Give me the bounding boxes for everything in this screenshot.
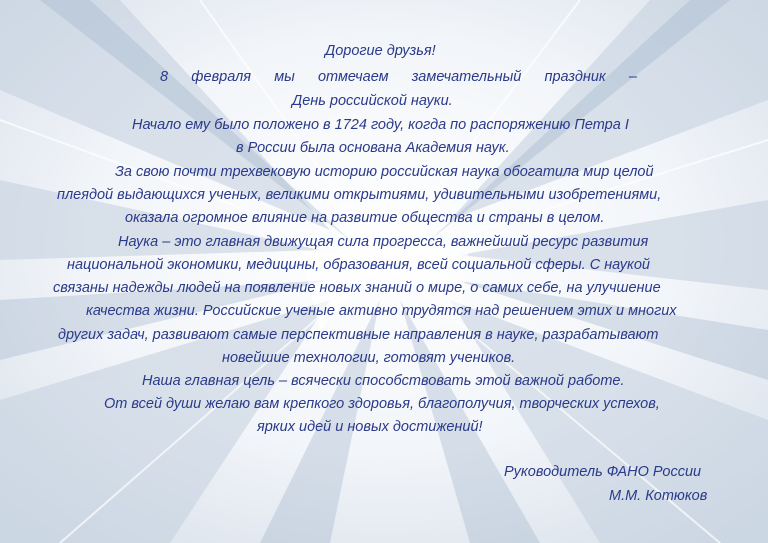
word: отмечаем: [317, 69, 389, 85]
para4-line3: связаны надежды людей на появление новых знаний о мире, о самих себе, на улучшение: [53, 280, 661, 296]
para6-line2: ярких идей и новых достижений!: [257, 419, 483, 435]
para4-line5: других задач, развивают самые перспективные направления в науке, разрабатывают: [58, 327, 659, 343]
word: 8: [160, 69, 169, 85]
greeting: Дорогие друзья!: [325, 43, 436, 59]
para1-line1: [160, 68, 637, 86]
signature-name: М.М. Котюков: [609, 488, 708, 504]
para3-line1: За свою почти трехвековую историю российская наука обогатила мир целой: [115, 164, 654, 180]
para2-line1: Начало ему было положено в 1724 году, когда по распоряжению Петра I: [132, 117, 629, 133]
word: –: [628, 69, 637, 85]
signature-title: Руководитель ФАНО России: [504, 464, 702, 480]
para1-line2: День российской науки.: [292, 93, 453, 109]
word: замечательный: [411, 69, 522, 85]
para4-line2: национальной экономики, медицины, образования, всей социальной сферы. С наукой: [67, 257, 650, 273]
word: февраля: [191, 69, 252, 85]
para4-line4: качества жизни. Российские ученые активно трудятся над решением этих и многих: [86, 303, 677, 319]
para6-line1: От всей души желаю вам крепкого здоровья, благополучия, творческих успехов,: [104, 396, 660, 412]
para3-line3: оказала огромное влияние на развитие общества и страны в целом.: [125, 210, 605, 226]
para3-line2: плеядой выдающихся ученых, великими открытиями, удивительными изобретениями,: [57, 187, 662, 203]
word: мы: [274, 69, 295, 85]
para4-line1: Наука – это главная движущая сила прогресса, важнейший ресурс развития: [118, 234, 649, 250]
para4-line6: новейшие технологии, готовят учеников.: [222, 350, 516, 366]
para2-line2: в России была основана Академия наук.: [236, 140, 510, 156]
para5-line1: Наша главная цель – всячески способствовать этой важной работе.: [142, 373, 625, 389]
word: праздник: [544, 69, 606, 85]
